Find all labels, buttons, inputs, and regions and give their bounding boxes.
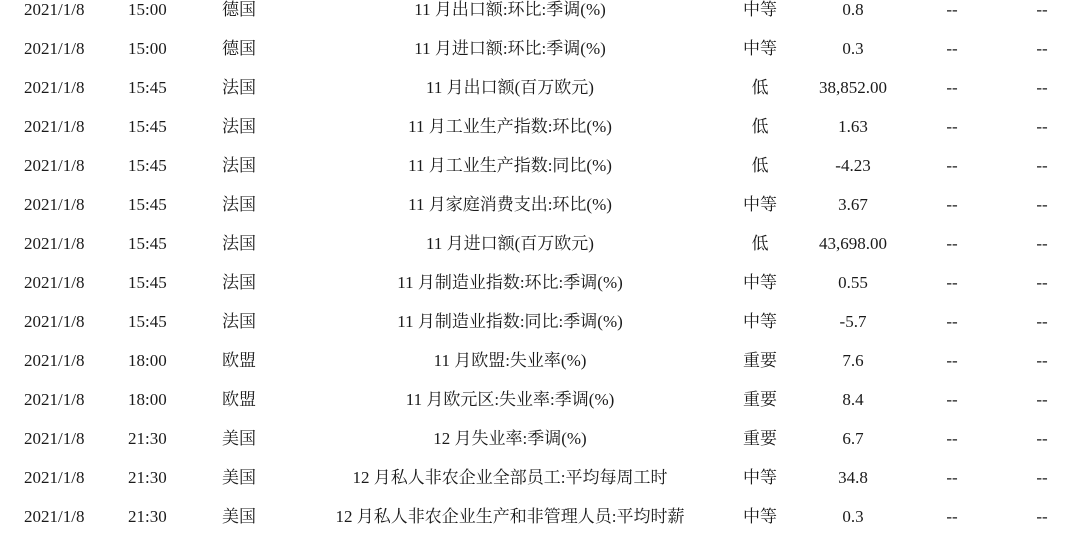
event-cell: 12 月失业率:季调(%) [433,429,587,448]
importance-cell: 重要 [743,390,777,409]
country-cell: 法国 [222,273,256,292]
time-cell: 15:00 [128,39,167,58]
importance-cell: 中等 [743,468,777,487]
country-cell: 德国 [222,39,256,58]
actual-value-cell: -- [1036,390,1048,409]
time-cell: 15:45 [128,156,167,175]
actual-value-cell: -- [1036,39,1048,58]
table-row [0,263,1080,302]
actual-value-cell: -- [1036,468,1048,487]
time-cell: 21:30 [128,507,167,526]
actual-value-cell: -- [1036,312,1048,331]
forecast-value-cell: -- [946,351,958,370]
time-cell: 15:45 [128,78,167,97]
event-cell: 11 月进口额(百万欧元) [426,234,594,253]
forecast-value-cell: -- [946,273,958,292]
importance-cell: 中等 [743,507,777,526]
date-cell: 2021/1/8 [24,273,85,292]
importance-cell: 低 [751,156,769,175]
table-row [0,107,1080,146]
actual-value-cell: -- [1036,273,1048,292]
actual-value-cell: -- [1036,156,1048,175]
country-cell: 法国 [222,78,256,97]
forecast-value-cell: -- [946,195,958,214]
actual-value-cell: -- [1036,0,1048,19]
forecast-value-cell: -- [946,39,958,58]
country-cell: 法国 [222,156,256,175]
event-cell: 12 月私人非农企业全部员工:平均每周工时 [352,468,668,487]
country-cell: 美国 [222,429,256,448]
table-row [0,458,1080,497]
previous-value-cell: 0.3 [842,507,864,526]
time-cell: 15:45 [128,234,167,253]
time-cell: 15:45 [128,195,167,214]
table-row [0,146,1080,185]
event-cell: 11 月工业生产指数:环比(%) [408,117,612,136]
importance-cell: 低 [751,234,769,253]
forecast-value-cell: -- [946,78,958,97]
date-cell: 2021/1/8 [24,390,85,409]
forecast-value-cell: -- [946,0,958,19]
previous-value-cell: 38,852.00 [819,78,887,97]
table-row [0,497,1080,536]
importance-cell: 中等 [743,0,777,19]
previous-value-cell: -4.23 [835,156,871,175]
date-cell: 2021/1/8 [24,156,85,175]
previous-value-cell: 7.6 [842,351,864,370]
date-cell: 2021/1/8 [24,351,85,370]
forecast-value-cell: -- [946,429,958,448]
date-cell: 2021/1/8 [24,195,85,214]
event-cell: 11 月欧元区:失业率:季调(%) [405,390,615,409]
time-cell: 21:30 [128,429,167,448]
date-cell: 2021/1/8 [24,234,85,253]
country-cell: 德国 [222,0,256,19]
time-cell: 18:00 [128,351,167,370]
event-cell: 11 月制造业指数:环比:季调(%) [397,273,623,292]
country-cell: 法国 [222,234,256,253]
previous-value-cell: 6.7 [842,429,864,448]
event-cell: 11 月欧盟:失业率(%) [433,351,587,370]
event-cell: 11 月工业生产指数:同比(%) [408,156,612,175]
previous-value-cell: 34.8 [838,468,868,487]
importance-cell: 低 [751,78,769,97]
date-cell: 2021/1/8 [24,0,85,19]
forecast-value-cell: -- [946,117,958,136]
table-row [0,302,1080,341]
event-cell: 12 月私人非农企业生产和非管理人员:平均时薪 [335,507,685,526]
forecast-value-cell: -- [946,156,958,175]
event-cell: 11 月家庭消费支出:环比(%) [408,195,612,214]
time-cell: 15:45 [128,312,167,331]
actual-value-cell: -- [1036,78,1048,97]
event-cell: 11 月制造业指数:同比:季调(%) [397,312,623,331]
actual-value-cell: -- [1036,195,1048,214]
country-cell: 法国 [222,117,256,136]
actual-value-cell: -- [1036,507,1048,526]
importance-cell: 中等 [743,39,777,58]
actual-value-cell: -- [1036,234,1048,253]
date-cell: 2021/1/8 [24,117,85,136]
actual-value-cell: -- [1036,429,1048,448]
previous-value-cell: -5.7 [839,312,867,331]
forecast-value-cell: -- [946,312,958,331]
previous-value-cell: 3.67 [838,195,868,214]
table-row [0,185,1080,224]
previous-value-cell: 8.4 [842,390,864,409]
table-row [0,380,1080,419]
previous-value-cell: 43,698.00 [819,234,887,253]
forecast-value-cell: -- [946,390,958,409]
time-cell: 15:00 [128,0,167,19]
importance-cell: 重要 [743,429,777,448]
time-cell: 15:45 [128,273,167,292]
forecast-value-cell: -- [946,507,958,526]
time-cell: 18:00 [128,390,167,409]
country-cell: 美国 [222,507,256,526]
date-cell: 2021/1/8 [24,468,85,487]
date-cell: 2021/1/8 [24,78,85,97]
date-cell: 2021/1/8 [24,429,85,448]
date-cell: 2021/1/8 [24,39,85,58]
table-row [0,0,1080,29]
table-row [0,341,1080,380]
country-cell: 欧盟 [222,390,256,409]
country-cell: 美国 [222,468,256,487]
importance-cell: 中等 [743,195,777,214]
forecast-value-cell: -- [946,234,958,253]
country-cell: 欧盟 [222,351,256,370]
previous-value-cell: 0.55 [838,273,868,292]
event-cell: 11 月进口额:环比:季调(%) [414,39,606,58]
actual-value-cell: -- [1036,351,1048,370]
date-cell: 2021/1/8 [24,507,85,526]
previous-value-cell: 1.63 [838,117,868,136]
time-cell: 21:30 [128,468,167,487]
importance-cell: 重要 [743,351,777,370]
actual-value-cell: -- [1036,117,1048,136]
date-cell: 2021/1/8 [24,312,85,331]
previous-value-cell: 0.3 [842,39,864,58]
country-cell: 法国 [222,195,256,214]
country-cell: 法国 [222,312,256,331]
event-cell: 11 月出口额:环比:季调(%) [414,0,606,19]
table-row [0,68,1080,107]
time-cell: 15:45 [128,117,167,136]
importance-cell: 中等 [743,273,777,292]
importance-cell: 低 [751,117,769,136]
table-row [0,29,1080,68]
table-row [0,419,1080,458]
importance-cell: 中等 [743,312,777,331]
table-row [0,224,1080,263]
forecast-value-cell: -- [946,468,958,487]
previous-value-cell: 0.8 [842,0,864,19]
event-cell: 11 月出口额(百万欧元) [426,78,594,97]
